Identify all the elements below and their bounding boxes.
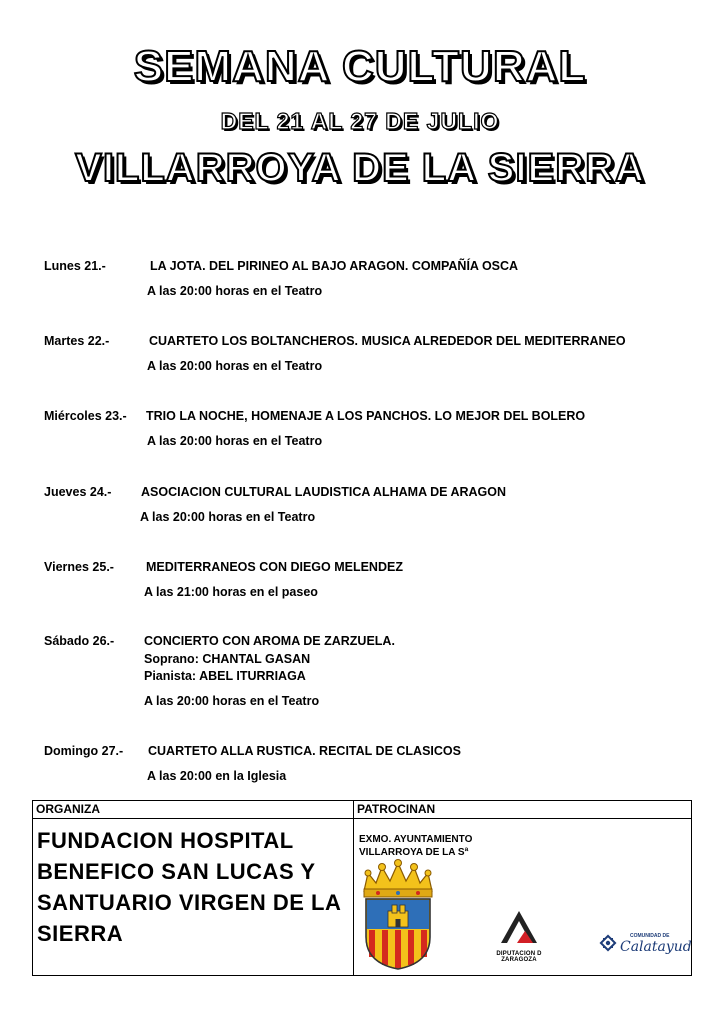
event-description: CONCIERTO CON AROMA DE ZARZUELA.: [144, 634, 395, 648]
sponsor-line-1: EXMO. AYUNTAMIENTO: [359, 834, 473, 845]
poster-title: SEMANA CULTURAL: [133, 42, 587, 91]
event-day: Miércoles 23.-: [44, 409, 127, 423]
cal-big-label: Calatayud: [620, 939, 692, 955]
organiza-header: ORGANIZA: [33, 801, 353, 819]
credits-table: [32, 800, 692, 976]
cal-small-label: COMUNIDAD DE: [630, 933, 670, 939]
poster-dates: DEL 21 AL 27 DE JULIO: [220, 108, 500, 134]
event-day: Viernes 25.-: [44, 560, 114, 574]
event-description: ASOCIACION CULTURAL LAUDISTICA ALHAMA DE ARAGON: [141, 485, 507, 499]
poster-place: VILLARROYA DE LA SIERRA: [75, 146, 645, 190]
event-time: A las 20:00 horas en el Teatro: [147, 434, 323, 448]
sponsor-line-2: VILLARROYA DE LA Sª: [359, 847, 469, 858]
event-time: A las 21:00 horas en el paseo: [144, 585, 318, 599]
village-coat-of-arms-icon: [358, 859, 438, 976]
event-time: A las 20:00 horas en el Teatro: [140, 510, 316, 524]
event-day: Lunes 21.-: [44, 259, 106, 273]
event-day: Martes 22.-: [44, 334, 110, 348]
organizer-name: FUNDACION HOSPITAL BENEFICO SAN LUCAS Y SANTUARIO VIRGEN DE LA SIERRA: [37, 828, 341, 946]
sponsor-ayuntamiento: [359, 833, 472, 859]
event-day: Sábado 26.-: [44, 634, 115, 648]
event-pianista: Pianista: ABEL ITURRIAGA: [144, 669, 306, 683]
diputacion-zaragoza-logo-icon: [479, 909, 559, 963]
event-time: A las 20:00 horas en el Teatro: [147, 284, 323, 298]
event-day: Domingo 27.-: [44, 744, 124, 758]
event-description: LA JOTA. DEL PIRINEO AL BAJO ARAGON. COMPAÑÍA OSCA: [150, 259, 519, 273]
event-description: CUARTETO ALLA RUSTICA. RECITAL DE CLASICOS: [148, 744, 461, 758]
event-description: TRIO LA NOCHE, HOMENAJE A LOS PANCHOS. LO MEJOR DEL BOLERO: [146, 409, 586, 423]
event-soprano: Soprano: CHANTAL GASAN: [144, 652, 311, 666]
event-day: Jueves 24.-: [44, 485, 112, 499]
event-time: A las 20:00 horas en el Teatro: [144, 694, 320, 708]
organizer-column: [33, 801, 354, 975]
comunidad-calatayud-logo-icon: [594, 929, 692, 962]
event-time: A las 20:00 en la Iglesia: [147, 769, 287, 783]
patrocinan-header: PATROCINAN: [354, 801, 691, 819]
dpz-label: DIPUTACION D ZARAGOZA: [496, 951, 542, 963]
event-description: MEDITERRANEOS CON DIEGO MELENDEZ: [146, 560, 403, 574]
event-time: A las 20:00 horas en el Teatro: [147, 359, 323, 373]
event-description: CUARTETO LOS BOLTANCHEROS. MUSICA ALREDEDOR DEL MEDITERRANEO: [149, 334, 626, 348]
sponsor-column: [354, 801, 691, 975]
